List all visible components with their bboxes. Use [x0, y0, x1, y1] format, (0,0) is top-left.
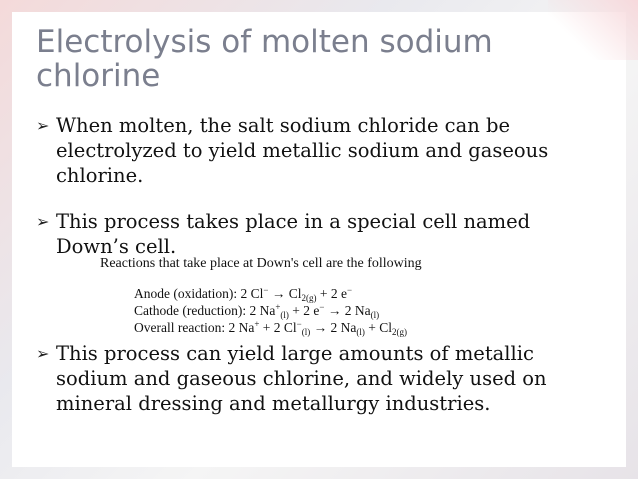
bullet-item	[36, 113, 606, 188]
bullet-text: This process takes place in a special cell named Down’s cell.	[56, 210, 531, 258]
overall-reaction: Overall reaction: 2 Na+ + 2 $Cl^-_{(l)} \to 2$ $Na_{(l)} + Cl_{2(g)}$	[134, 319, 407, 337]
bullet-item	[36, 209, 606, 259]
arrow-bullet-icon: ➢	[36, 116, 50, 135]
reactions-heading: Reactions that take place at Down's cell are the following	[100, 256, 422, 271]
anode-reaction: Anode (oxidation): 2 $Cl^- \to Cl_{2(g)} + 2$ e−	[134, 285, 353, 303]
bullet-text: This process can yield large amounts of metallic sodium and gaseous chlorine, and widely used on mineral dressing and metallurgy industries.	[56, 342, 547, 415]
bullet-item	[36, 341, 606, 416]
arrow-bullet-icon: ➢	[36, 212, 50, 231]
cathode-reaction: Cathode (reduction): 2 $Na^+_{(l)} + 2$ e− → 2 $Na_{(l)}$	[134, 302, 380, 320]
slide-title: Electrolysis of molten sodium chlorine	[36, 24, 493, 94]
arrow-bullet-icon: ➢	[36, 344, 50, 363]
reactions-block	[100, 255, 520, 337]
bullet-text: When molten, the salt sodium chloride can be electrolyzed to yield metallic sodium and gaseous chlorine.	[56, 114, 549, 187]
